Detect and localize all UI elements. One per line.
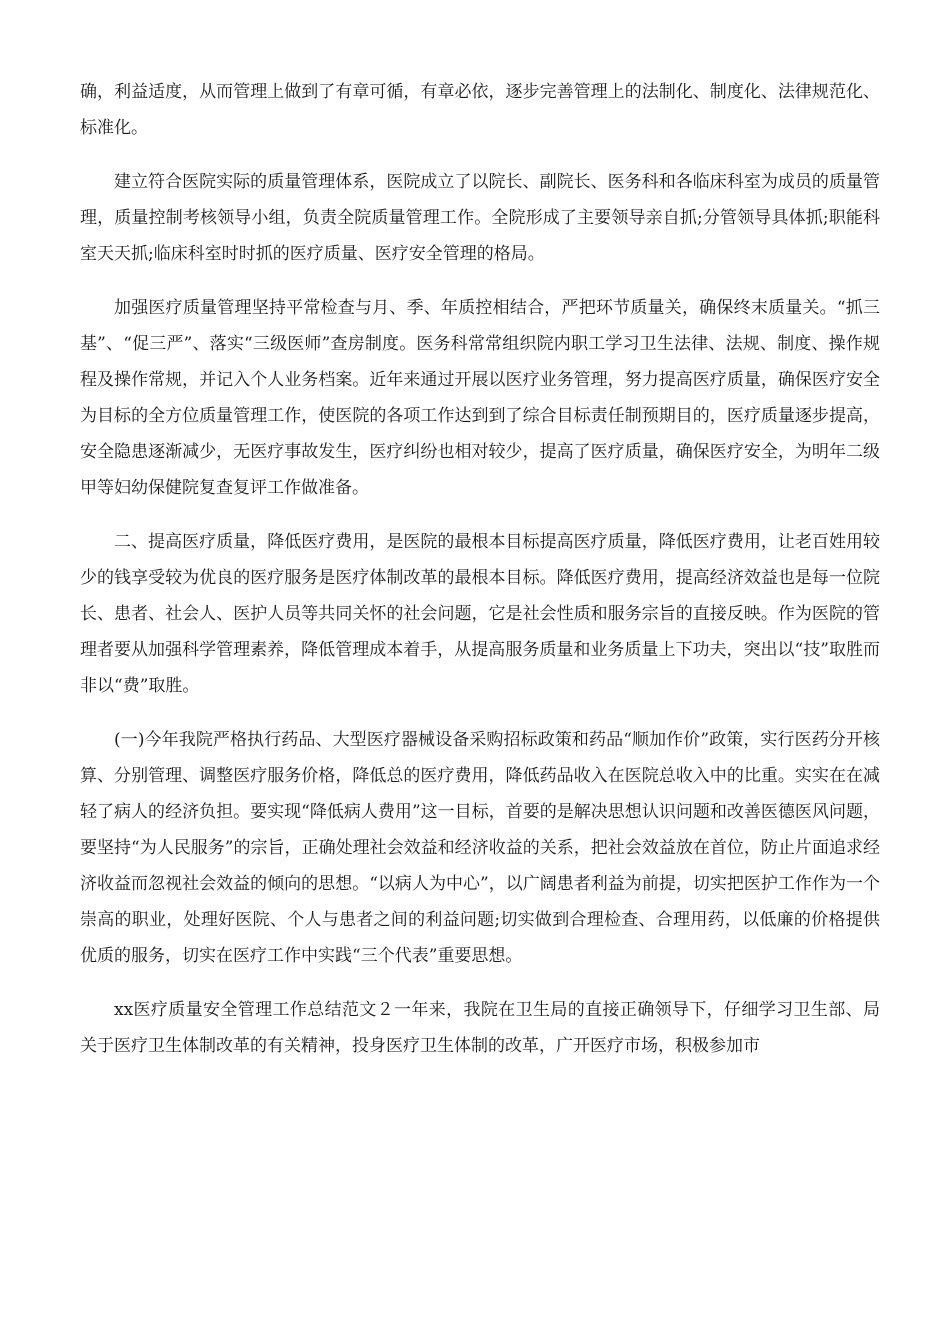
paragraph-reduce-costs: 二、提高医疗质量，降低医疗费用，是医院的最根本目标提高医疗质量，降低医疗费用，让老百姓用较少的钱享受较为优良的医疗服务是医疗体制改革的最根本目标。降低医疗费用，提高经济效益也是每一位院长、患者、社会人、医护人员等共同关怀的社会问题，它是社会性质和服务宗旨的直接反映。作为医院的管理者要从加强科学管理素养，降低管理成本着手，从提高服务质量和业务质量上下功夫，突出以“技”取胜而非以“费”取胜。 — [80, 532, 880, 696]
paragraph-quality-inspection: 加强医疗质量管理坚持平常检查与月、季、年质控相结合，严把环节质量关，确保终末质量关。“抓三基”、“促三严”、落实“三级医师”查房制度。医务科常常组织院内职工学习卫生法律、法规、制度、操作规程及操作常规，并记入个人业务档案。近年来通过开展以医疗业务管理，努力提高医疗质量，确保医疗安全为目标的全方位质量管理工作，使医院的各项工作达到到了综合目标责任制预期目的，医疗质量逐步提高，安全隐患逐渐减少，无医疗事故发生，医疗纠纷也相对较少，提高了医疗质量，确保医疗安全，为明年二级甲等妇幼保健院复查复评工作做准备。 — [80, 298, 880, 498]
paragraph-quality-system: 建立符合医院实际的质量管理体系，医院成立了以院长、副院长、医务科和各临床科室为成员的质量管理，质量控制考核领导小组，负责全院质量管理工作。全院形成了主要领导亲自抓;分管领导具体抓;职能科室天天抓;临床科室时时抓的医疗质量、医疗安全管理的格局。 — [80, 172, 880, 264]
document-body — [80, 74, 880, 1082]
paragraph-drug-procurement: (一)今年我院严格执行药品、大型医疗器械设备采购招标政策和药品“顺加作价”政策，实行医药分开核算、分别管理、调整医疗服务价格，降低总的医疗费用，降低药品收入在医院总收入中的比重。实实在在减轻了病人的经济负担。要实现“降低病人费用”这一目标，首要的是解决思想认识问题和改善医德医风问题，要坚持“为人民服务”的宗旨，正确处理社会效益和经济收益的关系，把社会效益放在首位，防止片面追求经济收益而忽视社会效益的倾向的思想。“以病人为中心”，以广阔患者利益为前提，切实把医护工作作为一个崇高的职业，处理好医院、个人与患者之间的利益问题;切实做到合理检查、合理用药，以低廉的价格提供优质的服务，切实在医疗工作中实践“三个代表”重要思想。 — [80, 730, 880, 966]
paragraph-continuation: 确，利益适度，从而管理上做到了有章可循，有章必依，逐步完善管理上的法制化、制度化、法律规范化、标准化。 — [80, 82, 880, 138]
paragraph-summary-2: xx医疗质量安全管理工作总结范文２一年来，我院在卫生局的直接正确领导下，仔细学习卫生部、局关于医疗卫生体制改革的有关精神，投身医疗卫生体制的改革，广开医疗市场，积极参加市 — [80, 1000, 880, 1056]
